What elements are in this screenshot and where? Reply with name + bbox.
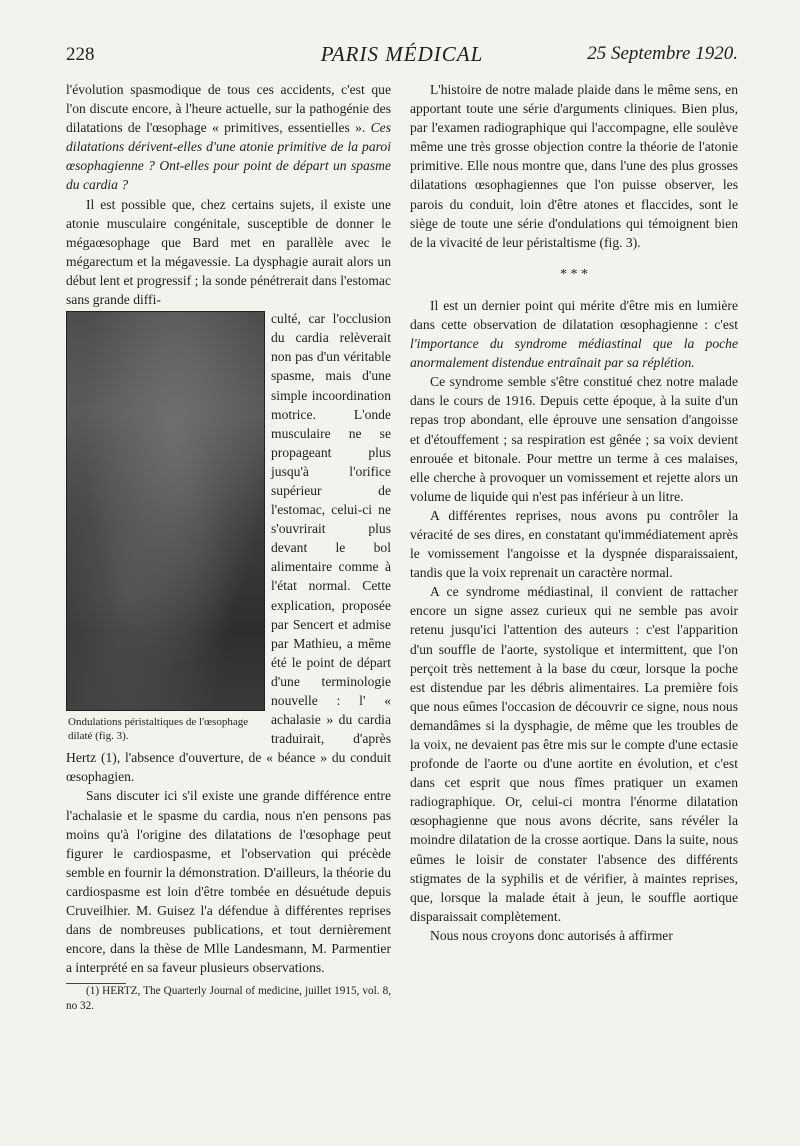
- page-header: [66, 42, 738, 68]
- paragraph: A différentes reprises, nous avons pu contrôler la véracité de ses dires, en constatant qu'immédiatement après le vomissement l'angoisse et la dyspnée disparaissaient, tandis que la voix reprenait un caractère normal.: [410, 507, 738, 581]
- paragraph: Nous nous croyons donc autorisés à affirmer: [430, 927, 673, 943]
- paragraph: Sans discuter ici s'il existe une grande différence entre l'achalasie et le spasme du cardia, nous n'en pensons pas moins qu'à l'origine des dilatations de l'œsophage peut figurer le cardiospasme, et l'observation qui précède semble en fournir la démonstration. D'ailleurs, la théorie du cardiospasme est loin d'être tombée en désuétude depuis Cruveilhier. M. Guisez l'a défendue à différentes reprises dans de nombreuses publications, et tout dernièrement encore, dans la thèse de Mlle Landesmann, M. Parmentier a interprété en sa faveur plusieurs observations.: [66, 788, 391, 976]
- running-title: PARIS MÉDICAL: [320, 42, 484, 66]
- page-number: 228: [66, 44, 95, 65]
- paragraph: Il est possible que, chez certains sujets, il existe une atonie musculaire congénitale, susceptible de donner le mégaœsophage que Bard met en parallèle avec le mégarectum et la mégavessie. La dysphagie aurait alors un début lent et progressif ; la sonde pénétrerait dans l'estomac sans grande diffi-: [66, 196, 391, 308]
- paragraph: Ce syndrome semble s'être constitué chez notre malade dans le cours de 1916. Depuis cette époque, à la suite d'un repas trop abondant, elle éprouve une sensation d'angoisse et d'étouffement ; sa respiration est gênée ; sa voix devient enrouée et bitonale. Pour mettre un terme à ces malaises, elle cherche à provoquer un vomissement et rejette alors un volume de liquide qui n'est pas inférieur à un litre.: [410, 374, 738, 504]
- right-column: [410, 80, 738, 945]
- figure-caption: Ondulations péristaltiques de l'œsophage dilaté (fig. 3).: [68, 716, 249, 743]
- issue-date: 25 Septembre 1920.: [587, 43, 738, 64]
- paragraph: culté, car l'occlusion du cardia relèverait non pas d'un véritable spasme, mais d'une simple incoordination motrice. L'onde musculaire ne se propageant plus jusqu'à l'orifice supérieur de l'estomac, celui-ci ne s'ouvrirait plus devant le bol alimentaire comme à l'état normal. Cette explication, proposée par Sencert et admise par Mathieu, a même été le point de départ d'une terminologie nouvelle : l' « achalasie » du cardia traduirait, d'après Hertz (1), l'absence d'ouverture, de « béance » du conduit œsophagien.: [66, 311, 391, 785]
- left-column: [66, 80, 391, 1014]
- paragraph: Il est un dernier point qui mérite d'être mis en lumière dans cette observation de dilatation œsophagienne : c'est l'importance du syndrome médiastinal que la poche anormalement distendue entraînait par sa réplétion.: [410, 297, 738, 371]
- section-separator: * * *: [560, 266, 588, 282]
- paragraph: L'histoire de notre malade plaide dans le même sens, en apportant toute une série d'arguments cliniques. Bien plus, par l'examen radiographique qui l'accompagne, elle soulève même une très grosse objection contre la théorie de l'atonie primitive. Elle nous montre que, dans l'une des plus grosses dilatations œsophagiennes que l'on puisse observer, les parois du conduit, loin d'être atones et flaccides, sont le siège de toute une série d'ondulations qui témoignent bien de la vivacité de leur péristaltisme (fig. 3).: [410, 82, 738, 250]
- radiograph-image: [66, 311, 265, 711]
- paragraph: A ce syndrome médiastinal, il convient de rattacher encore un signe assez curieux qui ne semble pas avoir retenu jusqu'ici l'attention des auteurs : c'est l'apparition d'un souffle de l'aorte, systolique et intermittent, que l'on perçoit très nettement à la base du cœur, lorsque la poche est distendue par les débris alimentaires. La première fois que nous eûmes l'occasion de découvrir ce signe, nous nous demandâmes si la dysphagie, de même que les troubles de la voix, ne devaient pas être mis sur le compte d'une ectasie profonde de l'aorte ou d'une aortite en évolution, et c'est dans cet esprit que nous fîmes pratiquer un examen radiographique. Or, celui-ci montra l'énorme dilatation œsophagienne que nous avons décrite, sans révéler la moindre dilatation de la crosse aortique. Dans la suite, nous eûmes le loisir de constater l'absence des différents stigmates de la syphilis et de vérifier, à maintes reprises, que, lorsque la malade était à jeun, le souffle aortique disparaissait complètement.: [410, 584, 738, 924]
- figure-3: [66, 311, 263, 743]
- footnote: (1) HERTZ, The Quarterly Journal of medicine, juillet 1915, vol. 8, no 32.: [66, 985, 391, 1013]
- paragraph: l'évolution spasmodique de tous ces accidents, c'est que l'on discute encore, à l'heure actuelle, sur la pathogénie des dilatations de l'œsophage « primitives, essentielles ». Ces dilatations dérivent-elles d'une atonie primitive de la paroi œsophagienne ? Ont-elles pour point de départ un spasme du cardia ?: [66, 82, 391, 193]
